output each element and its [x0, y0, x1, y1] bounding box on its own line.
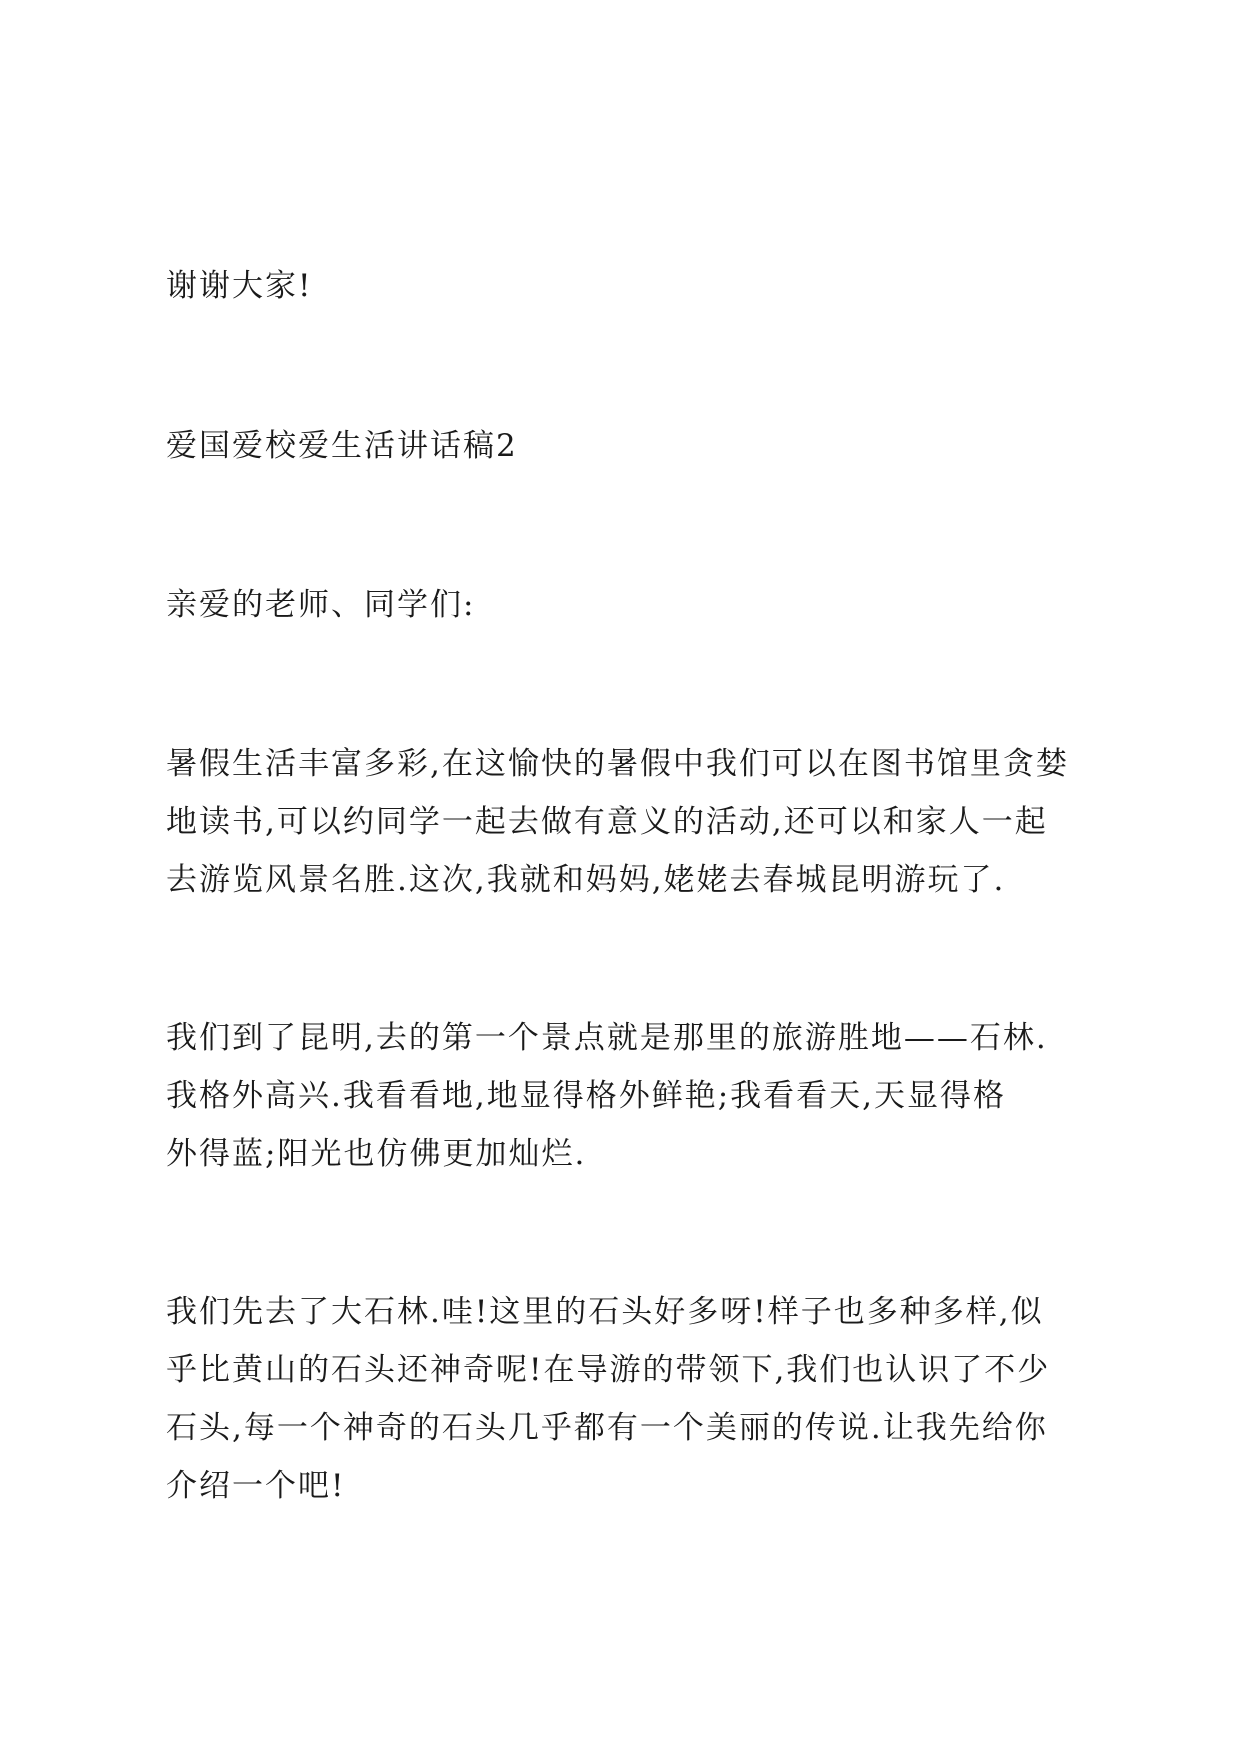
- paragraph-line: 暑假生活丰富多彩,在这愉快的暑假中我们可以在图书馆里贪婪: [166, 746, 1069, 782]
- paragraph-line: 乎比黄山的石头还神奇呢!在导游的带领下,我们也认识了不少: [166, 1352, 1051, 1388]
- thanks-line: 谢谢大家!: [166, 268, 313, 304]
- paragraph-line: 地读书,可以约同学一起去做有意义的活动,还可以和家人一起: [166, 804, 1048, 840]
- paragraph-line: 我们到了昆明,去的第一个景点就是那里的旅游胜地——石林.: [166, 1020, 1048, 1056]
- paragraph-2: [166, 1009, 1106, 1183]
- paragraph-line: 外得蓝;阳光也仿佛更加灿烂.: [166, 1136, 587, 1172]
- closing-thanks: [166, 257, 1106, 315]
- paragraph-line: 去游览风景名胜.这次,我就和妈妈,姥姥去春城昆明游玩了.: [166, 862, 1006, 898]
- paragraph-1: [166, 735, 1106, 909]
- speech-title: [166, 417, 1106, 475]
- greeting-line: 亲爱的老师、同学们:: [166, 587, 476, 623]
- greeting: [166, 576, 1106, 634]
- title-line: 爱国爱校爱生活讲话稿2: [166, 428, 518, 464]
- paragraph-line: 石头,每一个神奇的石头几乎都有一个美丽的传说.让我先给你: [166, 1410, 1048, 1446]
- paragraph-line: 介绍一个吧!: [166, 1468, 346, 1504]
- paragraph-3: [166, 1283, 1106, 1515]
- paragraph-line: 我们先去了大石林.哇!这里的石头好多呀!样子也多种多样,似: [166, 1294, 1044, 1330]
- paragraph-line: 我格外高兴.我看看地,地显得格外鲜艳;我看看天,天显得格: [166, 1078, 1007, 1114]
